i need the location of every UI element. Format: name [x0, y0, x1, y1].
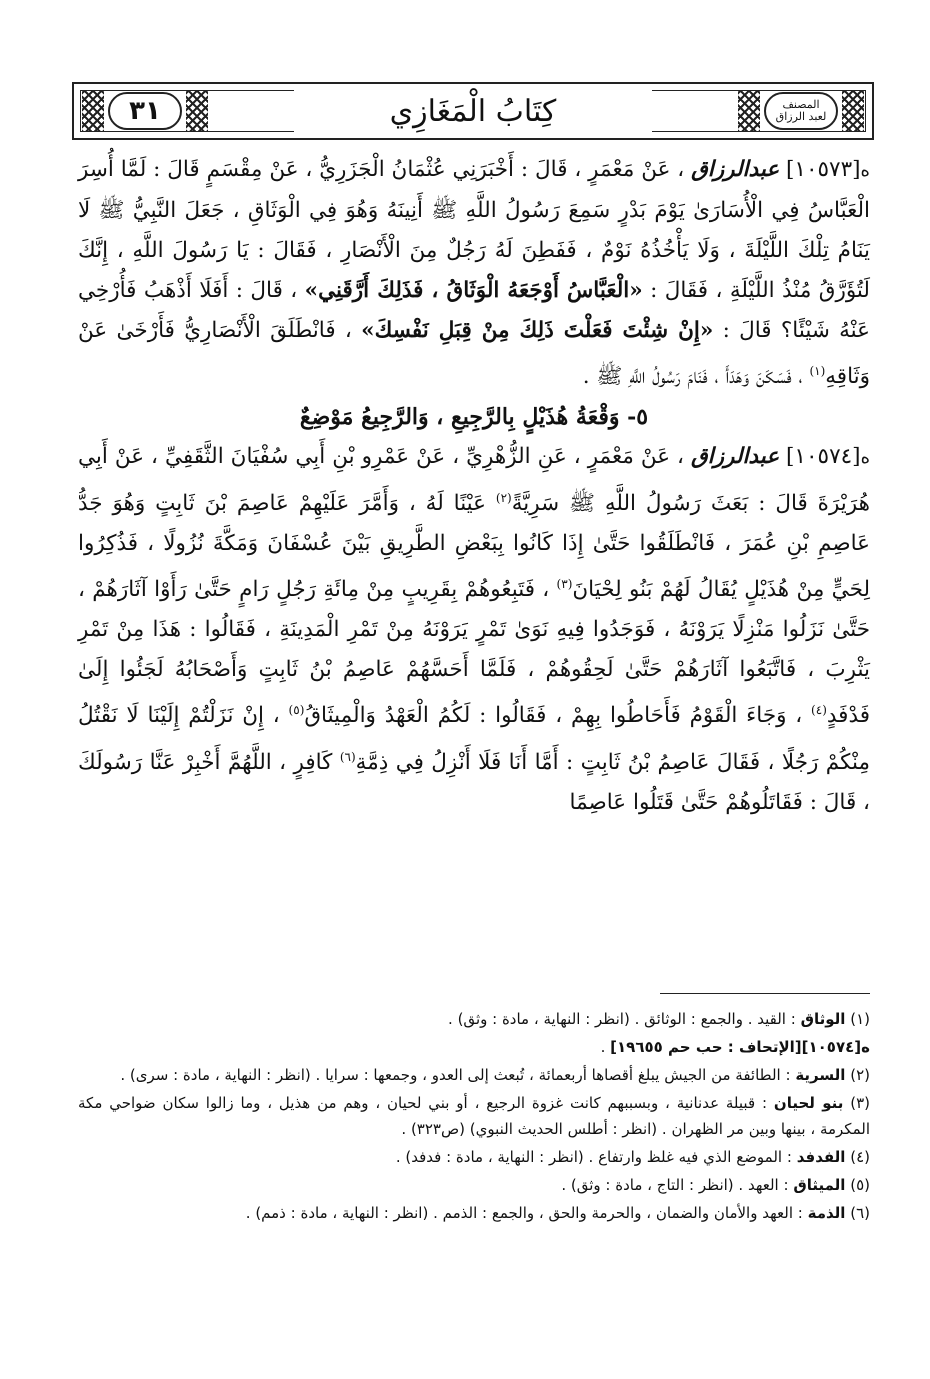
page-number-badge [108, 92, 182, 130]
footnote-number: (٦) [850, 1204, 870, 1222]
narrator: عبدالرزاق [691, 444, 780, 470]
hadith-text: كَافِرٍ ، اللَّهُمَّ أَخْبِرْ عَنَّا رَسُولَكَ ، قَالَ : فَقَاتَلُوهُمْ حَتَّىٰ قَتَلُوا عَاصِمًا [78, 749, 870, 815]
hadith-text: ، عَنْ مَعْمَرٍ ، قَالَ : أَخْبَرَنِي عُثْمَانُ الْجَزَرِيُّ ، عَنْ مِقْسَمٍ قَالَ : لَمَّا أُسِرَ الْعَبَّاسُ فِي الْأُسَارَىٰ يَوْمَ بَدْرٍ سَمِعَ رَسُولُ اللَّهِ ﷺ أَنِينَهُ وَهُوَ فِي الْوَثَاقِ ، جَعَلَ النَّبِيُّ ﷺ لَا يَنَامُ تِلْكَ اللَّيْلَةَ ، وَلَا يَأْخُذُهُ نَوْمٌ ، فَفَطِنَ لَهُ رَجُلٌ مِنَ الْأَنْصَارِ ، فَقَالَ : يَا رَسُولَ اللَّهِ ، إِنَّكَ لَتُؤَرَّقُ مُنْذُ اللَّيْلَةِ ، فَقَالَ : [78, 157, 870, 303]
section-title: ٥- وَقْعَةُ هُذَيْلٍ بِالرَّجِيعِ ، وَالرَّجِيعُ مَوْضِعٌ [299, 404, 649, 431]
footnote-5 [78, 1172, 870, 1198]
prophet-quote: «إِنْ شِئْتَ فَعَلْتَ ذَلِكَ مِنْ قِبَلِ نَفْسِكَ» [361, 318, 714, 343]
footnote-number: (٣) [850, 1094, 870, 1112]
hadith-number: [١٠٥٧٣] [786, 157, 861, 182]
book-title: كِتَابُ الْمَغَازِي [294, 90, 652, 132]
hadith-10574 [78, 437, 870, 823]
footnote-text: : القيد . والجمع : الوثائق . (انظر : النهاية ، مادة : وثق) . [448, 1010, 796, 1028]
footnote-text: : الموضع الذي فيه غلظ وارتفاع . (انظر : النهاية ، مادة : فدفد) . [395, 1148, 792, 1166]
hadith-text: ، إِنْ نَزَلْتُمْ إِلَيْنَا لَا نَقْتُلُ مِنْكُمْ رَجُلًا ، فَقَالَ عَاصِمُ بْنُ ثَابِتٍ : أَمَّا أَنَا فَلَا أَنْزِلُ فِي ذِمَّةِ [78, 703, 870, 775]
footnote-text: : الطائفة من الجيش يبلغ أقصاها أربعمائة ، تُبعث إلى العدو ، وجمعها : سرايا . (انظر : النهاية ، مادة : سرى) . [120, 1066, 791, 1084]
footnote-ref[interactable]: (٤) [811, 703, 827, 718]
footnote-4 [78, 1144, 870, 1170]
footnote-6 [78, 1200, 870, 1226]
footnote-term: بنو لحيان [773, 1094, 844, 1112]
footnote-term: [الإتحاف : حب حم ١٩٦٥٥] [610, 1038, 802, 1056]
footnote-term: الفدفد [796, 1148, 846, 1166]
footnote-ref[interactable]: (٦) [339, 749, 356, 764]
footnote-number: ه[١٠٥٧٤] [801, 1038, 870, 1056]
footnote-ref[interactable]: (٣) [556, 577, 573, 592]
footnote-number: (٥) [850, 1176, 870, 1194]
footnote-3 [78, 1090, 870, 1142]
footnote-ithaf [78, 1034, 870, 1060]
narrator: عبدالرزاق [691, 157, 780, 182]
footnote-number: (١) [850, 1010, 870, 1028]
footnote-term: الذمة [807, 1204, 846, 1222]
hadith-text: ، فَتَبِعُوهُمْ بِقَرِيبٍ مِنْ مِائَةِ رَجُلٍ رَامٍ حَتَّىٰ رَأَوْا آثَارَهُمْ ، حَتَّىٰ نَزَلُوا مَنْزِلًا يَرَوْنَهُ ، فَوَجَدُوا فِيهِ نَوَىٰ تَمْرٍ يَرَوْنَهُ مِنْ تَمْرِ الْمَدِينَةِ ، فَقَالُوا : هَذَا مِنْ تَمْرِ يَثْرِبَ ، فَاتَّبَعُوا آثَارَهُمْ حَتَّىٰ لَحِقُوهُمْ ، فَلَمَّا أَحَسَّهُمْ عَاصِمُ بْنُ ثَابِتٍ وَأَصْحَابُهُ لَجَئُوا إِلَىٰ فَدْفَدٍ [78, 577, 871, 729]
hadith-text: عَيْنًا لَهُ ، وَأَمَّرَ عَلَيْهِمْ عَاصِمَ بْنَ ثَابِتٍ وَهُوَ جَدُّ عَاصِمِ بْنِ عُمَرَ ، فَانْطَلَقُوا حَتَّىٰ إِذَا كَانُوا بِبَعْضِ الطَّرِيقِ بَيْنَ عُسْفَانَ وَمَكَّةَ نُزُولًا ، فَذُكِرُوا لِحَيٍّ مِنْ هُذَيْلٍ يُقَالُ لَهُمْ بَنُو لِحْيَانَ [78, 491, 871, 603]
footnote-text: . [600, 1038, 606, 1056]
hadith-text: ، وَجَاءَ الْقَوْمُ فَأَحَاطُوا بِهِمْ ، فَقَالُوا : لَكُمُ الْعَهْدُ وَالْمِيثَاقُ [304, 703, 803, 729]
footnote-text: : العهد . (انظر : التاج ، مادة : وثق) . [561, 1176, 789, 1194]
footnote-2 [78, 1062, 870, 1088]
footnote-term: السرية [795, 1066, 846, 1084]
logo-line-1: المصنف [782, 98, 820, 111]
hadith-text: ، فَانْطَلَقَ الْأَنْصَارِيُّ فَأَرْخَىٰ عَنْ وَثَاقِهِ [78, 318, 870, 390]
book-logo-badge [764, 92, 838, 130]
book-logo [776, 99, 827, 123]
ornament-left-inner [186, 90, 208, 132]
prophet-quote: «الْعَبَّاسُ أَوْجَعَهُ الْوَثَاقُ ، فَذَلِكَ أَرَّقَنِي» [304, 278, 643, 303]
footnote-ref[interactable]: (٥) [288, 703, 305, 718]
page-number: ٣١ [129, 96, 161, 126]
footnote-term: الوثاق [800, 1010, 846, 1028]
hadith-text: ، فَسَكَنَ وَهَدَأَ ، فَنَامَ رَسُولُ اللَّهِ ﷺ . [582, 364, 803, 390]
footnote-number: (٢) [850, 1066, 870, 1084]
footnote-1 [78, 1006, 870, 1032]
footnote-text: : قبيلة عدنانية ، وبسببهم كانت غزوة الرجيع ، أو بني لحيان ، وهم من هذيل ، وما زالوا سكان ضواحي مكة المكرمة ، بينها وبين مر الظهران . (انظر : أطلس الحديث النبوي) (ص٣٢٣) . [78, 1094, 870, 1138]
footnote-ref[interactable]: (١) [809, 364, 826, 378]
page-header [72, 82, 874, 140]
ornament-left [82, 90, 104, 132]
main-text [78, 150, 870, 823]
ornament-right [842, 90, 864, 132]
ornament-right-inner [738, 90, 760, 132]
hadith-number: [١٠٥٧٤] [786, 444, 861, 470]
hadith-text: ، عَنْ مَعْمَرٍ ، عَنِ الزُّهْرِيِّ ، عَنْ عَمْرِو بْنِ أَبِي سُفْيَانَ الثَّقَفِيِّ ، عَنْ أَبِي هُرَيْرَةَ قَالَ : بَعَثَ رَسُولُ اللَّهِ ﷺ سَرِيَّةً [78, 444, 870, 517]
footnote-separator [660, 993, 870, 994]
footnote-term: الميثاق [793, 1176, 846, 1194]
hadith-marker: ه [860, 447, 870, 469]
footnotes [78, 1006, 870, 1228]
hadith-text: ، قَالَ : أَفَلَا أَذْهَبُ فَأُرْخِي عَنْهُ شَيْئًا؟ قَالَ : [78, 278, 870, 343]
hadith-10573 [78, 150, 870, 397]
footnote-ref[interactable]: (٢) [495, 491, 512, 506]
logo-line-2: لعبد الرزاق [775, 110, 827, 123]
hadith-marker: ه [860, 160, 870, 181]
footnote-text: : العهد والأمان والضمان ، والحرمة والحق ، والجمع : الذمم . (انظر : النهاية ، مادة : ذمم) . [245, 1204, 803, 1222]
footnote-number: (٤) [850, 1148, 870, 1166]
